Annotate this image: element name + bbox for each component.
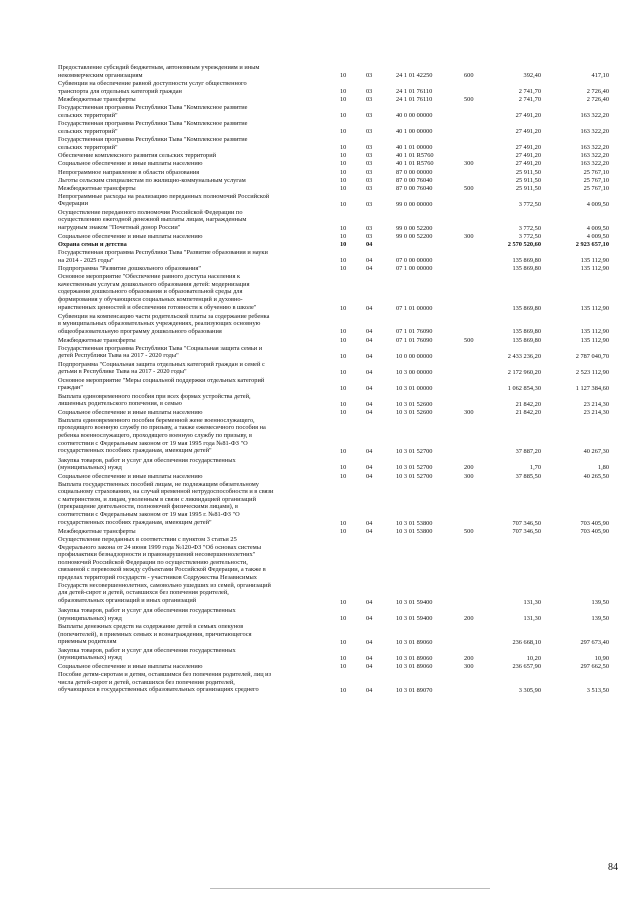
table-row [0, 64, 639, 80]
table-row [0, 663, 639, 671]
expense-type-code: 300 [464, 232, 474, 240]
row-description: Государственная программа Республики Тыва "Комплексное развитие сельских территорий" [58, 120, 248, 135]
target-article-code: 10 3 01 52600 [396, 408, 433, 416]
row-description: Социальное обеспечение и иные выплаты населению [58, 472, 203, 480]
section-code: 10 [340, 176, 347, 184]
amount-year-2: 163 322,20 [580, 143, 609, 151]
target-article-code: 10 3 01 53800 [396, 519, 433, 527]
amount-year-2: 135 112,90 [580, 256, 609, 264]
subsection-code: 03 [366, 224, 373, 232]
amount-year-1: 27 491,20 [515, 160, 541, 168]
amount-year-1: 10,20 [526, 654, 541, 662]
amount-year-1: 3 772,50 [518, 200, 541, 208]
section-code: 10 [340, 240, 347, 248]
amount-year-2: 135 112,90 [580, 328, 609, 336]
section-code: 10 [340, 328, 347, 336]
target-article-code: 10 3 01 52700 [396, 448, 433, 456]
target-article-code: 10 3 01 59400 [396, 598, 433, 606]
row-description: Закупка товаров, работ и услуг для обеспечения государственных (муниципальных) нужд [58, 646, 236, 662]
amount-year-1: 25 911,50 [515, 184, 541, 192]
target-article-code: 24 1 01 42250 [396, 71, 433, 79]
table-row [0, 96, 639, 104]
row-description: Осуществление переданных в соответствии с пунктом 3 статьи 25 Федерального закона от 24 июня 1999 года №120-ФЗ "Об основах системы профилактики безнадзорности и правонарушений несовершеннолетних" полномочий Российской Федерации по осуществлению деятельности, связанной с перевозкой между субъектами Российской Федерации, а также в пределах территорий государств - участников Содружества Независимых Государств несовершеннолетних, самовольно ушедших из семей, организаций для детей-сирот и детей, оставшихся без попечения родителей, образовательных организаций и иных организаций [58, 536, 271, 604]
row-description: Государственная программа Республики Тыва "Развитие образования и науки на 2014 - 2025 годы" [58, 249, 268, 264]
subsection-code: 04 [366, 400, 373, 408]
amount-year-2: 297 662,50 [580, 662, 609, 670]
table-row [0, 273, 639, 312]
row-description: Закупка товаров, работ и услуг для обеспечения государственных (муниципальных) нужд [58, 607, 236, 622]
row-description: Субвенции на компенсацию части родительской платы за содержание ребенка в муниципальных образовательных учреждениях, реализующих основную общеобразовательную программу дошкольного образования [58, 312, 270, 335]
row-description: Выплата единовременного пособия беременной жене военнослужащего, проходящего военную службу по призыву, а также ежемесячного пособия на ребенка военнослужащего, проходящего военную службу по призыву, в соответствии с Федеральным законом от 19 мая 1995 года №81-ФЗ "О государственных пособиях гражданам, имеющим детей" [58, 416, 266, 455]
row-description: Государственная программа Республики Тыва "Комплексное развитие сельских территорий" [58, 104, 248, 119]
subsection-code: 03 [366, 184, 373, 192]
section-code: 10 [340, 686, 347, 694]
amount-year-2: 703 405,90 [580, 528, 609, 535]
section-code: 10 [340, 87, 347, 95]
subsection-code: 04 [366, 448, 373, 456]
expense-type-code: 500 [464, 528, 474, 535]
footer-divider [210, 888, 490, 889]
row-description: Межбюджетные трансферты [58, 528, 136, 535]
table-row [0, 160, 639, 168]
amount-year-1: 21 842,20 [515, 400, 541, 408]
target-article-code: 40 1 01 R5760 [396, 152, 434, 160]
subsection-code: 03 [366, 176, 373, 184]
expense-type-code: 300 [464, 472, 474, 480]
subsection-code: 04 [366, 352, 373, 360]
amount-year-1: 2 741,70 [518, 87, 541, 95]
table-row [0, 647, 639, 663]
amount-year-1: 21 842,20 [515, 408, 541, 416]
subsection-code: 03 [366, 111, 373, 119]
amount-year-2: 135 112,90 [580, 265, 609, 273]
subsection-code: 04 [366, 472, 373, 480]
section-code: 10 [340, 614, 347, 622]
table-row [0, 528, 639, 536]
target-article-code: 99 0 00 52200 [396, 232, 433, 240]
amount-year-1: 3 305,90 [518, 686, 541, 694]
amount-year-1: 25 911,50 [515, 168, 541, 176]
expense-type-code: 300 [464, 408, 474, 416]
row-description: Обеспечение комплексного развития сельских территорий [58, 152, 216, 160]
row-description: Основное мероприятие "Меры социальной поддержки отдельных категорий граждан" [58, 376, 265, 392]
amount-year-2: 25 767,10 [583, 184, 609, 192]
row-description: Предоставление субсидий бюджетным, автономным учреждениям и иным некоммерческим организациям [58, 64, 260, 79]
table-row [0, 177, 639, 185]
amount-year-2: 297 673,40 [580, 638, 609, 646]
subsection-code: 04 [366, 336, 373, 344]
subsection-code: 04 [366, 654, 373, 662]
amount-year-1: 25 911,50 [515, 176, 541, 184]
expense-type-code: 300 [464, 662, 474, 670]
subsection-code: 04 [366, 384, 373, 392]
amount-year-1: 135 869,80 [512, 256, 541, 264]
row-description: Осуществление переданного полномочия Российской Федерации по осуществлению ежегодной денежной выплаты лицам, награжденным нагрудным знаком "Почетный донор России" [58, 208, 247, 232]
amount-year-1: 131,30 [523, 598, 541, 606]
amount-year-2: 2 923 657,10 [575, 240, 609, 248]
section-code: 10 [340, 352, 347, 360]
target-article-code: 10 3 01 52700 [396, 464, 433, 472]
table-row [0, 473, 639, 481]
target-article-code: 40 1 00 00000 [396, 127, 433, 135]
row-description: Социальное обеспечение и иные выплаты населению [58, 662, 203, 670]
target-article-code: 10 3 01 89060 [396, 662, 433, 670]
section-code: 10 [340, 200, 347, 208]
section-code: 10 [340, 472, 347, 480]
subsection-code: 04 [366, 614, 373, 622]
table-row [0, 80, 639, 96]
target-article-code: 10 3 01 89070 [396, 686, 433, 694]
table-row [0, 313, 639, 337]
amount-year-2: 23 214,30 [583, 408, 609, 416]
subsection-code: 04 [366, 638, 373, 646]
amount-year-2: 23 214,30 [583, 400, 609, 408]
amount-year-2: 40 265,50 [583, 472, 609, 480]
target-article-code: 40 1 01 00000 [396, 143, 433, 151]
target-article-code: 07 1 01 00000 [396, 304, 433, 312]
row-description: Выплаты денежных средств на содержание детей в семьях опекунов (попечителей), в приемных семьях и вознаграждения, причитающегося приемным родителям [58, 623, 252, 646]
target-article-code: 07 1 01 76090 [396, 328, 433, 336]
table-row [0, 193, 639, 209]
amount-year-2: 10,90 [594, 654, 609, 662]
section-code: 10 [340, 127, 347, 135]
expense-type-code: 200 [464, 654, 474, 662]
amount-year-1: 236 657,90 [512, 662, 541, 670]
table-row [0, 377, 639, 393]
amount-year-1: 27 491,20 [515, 152, 541, 160]
table-row [0, 337, 639, 345]
amount-year-1: 131,30 [523, 614, 541, 622]
amount-year-1: 392,40 [523, 71, 541, 79]
amount-year-1: 2 741,70 [518, 96, 541, 103]
table-row [0, 536, 639, 607]
section-code: 10 [340, 654, 347, 662]
section-code: 10 [340, 224, 347, 232]
table-row [0, 120, 639, 136]
subsection-code: 04 [366, 408, 373, 416]
section-code: 10 [340, 598, 347, 606]
target-article-code: 10 3 01 89060 [396, 654, 433, 662]
expense-type-code: 500 [464, 336, 474, 344]
section-code: 10 [340, 232, 347, 240]
amount-year-1: 37 885,50 [515, 472, 541, 480]
subsection-code: 03 [366, 200, 373, 208]
target-article-code: 10 3 01 52600 [396, 400, 433, 408]
section-code: 10 [340, 304, 347, 312]
row-description: Непрограммные расходы на реализацию переданных полномочий Российской Федерации [58, 192, 270, 208]
expense-type-code: 500 [464, 96, 474, 103]
amount-year-1: 1 062 854,30 [507, 384, 541, 392]
amount-year-1: 707 346,50 [512, 528, 541, 535]
target-article-code: 24 1 01 76110 [396, 87, 433, 95]
amount-year-1: 135 869,80 [512, 265, 541, 273]
subsection-code: 04 [366, 265, 373, 273]
target-article-code: 07 1 00 00000 [396, 265, 433, 273]
table-row [0, 185, 639, 193]
amount-year-2: 139,50 [591, 614, 609, 622]
subsection-code: 04 [366, 256, 373, 264]
subsection-code: 04 [366, 464, 373, 472]
table-row [0, 361, 639, 377]
target-article-code: 10 3 01 59400 [396, 614, 433, 622]
section-code: 10 [340, 143, 347, 151]
amount-year-1: 135 869,80 [512, 336, 541, 344]
table-row [0, 417, 639, 456]
subsection-code: 04 [366, 528, 373, 535]
amount-year-2: 2 726,40 [586, 87, 609, 95]
row-description: Охрана семьи и детства [58, 240, 127, 248]
section-code: 10 [340, 96, 347, 103]
subsection-code: 04 [366, 304, 373, 312]
section-code: 10 [340, 464, 347, 472]
expense-type-code: 200 [464, 464, 474, 472]
amount-year-1: 3 772,50 [518, 224, 541, 232]
target-article-code: 40 1 01 R5760 [396, 160, 434, 168]
section-code: 10 [340, 168, 347, 176]
subsection-code: 04 [366, 662, 373, 670]
table-row [0, 104, 639, 120]
amount-year-2: 163 322,20 [580, 152, 609, 160]
target-article-code: 99 0 00 00000 [396, 200, 433, 208]
section-code: 10 [340, 184, 347, 192]
table-row [0, 481, 639, 528]
amount-year-2: 40 267,30 [583, 448, 609, 456]
amount-year-2: 139,50 [591, 598, 609, 606]
subsection-code: 04 [366, 368, 373, 376]
row-description: Выплата единовременного пособия при всех формах устройства детей, лишенных родительского попечения, в семью [58, 392, 251, 408]
section-code: 10 [340, 256, 347, 264]
amount-year-2: 25 767,10 [583, 168, 609, 176]
table-row [0, 623, 639, 647]
table-row [0, 169, 639, 177]
table-row [0, 233, 639, 241]
row-description: Льготы сельским специалистам по жилищно-коммунальным услугам [58, 176, 246, 184]
amount-year-2: 1,80 [597, 464, 609, 472]
section-code: 10 [340, 265, 347, 273]
target-article-code: 87 0 00 00000 [396, 168, 433, 176]
expense-type-code: 300 [464, 160, 474, 168]
target-article-code: 10 3 01 52700 [396, 472, 433, 480]
row-description: Непрограммное направление в области образования [58, 168, 200, 176]
amount-year-2: 1 127 384,60 [575, 384, 609, 392]
section-code: 10 [340, 448, 347, 456]
amount-year-1: 135 869,80 [512, 304, 541, 312]
expense-type-code: 200 [464, 614, 474, 622]
row-description: Межбюджетные трансферты [58, 96, 136, 103]
subsection-code: 03 [366, 232, 373, 240]
amount-year-2: 163 322,20 [580, 160, 609, 168]
row-description: Субвенции на обеспечение равной доступности услуг общественного транспорта для отдельных категорий граждан [58, 80, 247, 95]
section-code: 10 [340, 528, 347, 535]
amount-year-2: 25 767,10 [583, 176, 609, 184]
row-description: Межбюджетные трансферты [58, 184, 136, 192]
section-code: 10 [340, 71, 347, 79]
amount-year-1: 2 433 236,20 [507, 352, 541, 360]
subsection-code: 04 [366, 598, 373, 606]
subsection-code: 04 [366, 240, 373, 248]
expense-type-code: 600 [464, 71, 474, 79]
table-row [0, 345, 639, 361]
row-description: Пособие детям-сиротам и детям, оставшимся без попечения родителей, лиц из числа детей-сирот и детей, оставшихся без попечения родителей, обучающихся в государственных образовательных организациях среднего [58, 671, 272, 694]
row-description: Социальное обеспечение и иные выплаты населению [58, 160, 203, 168]
subsection-code: 03 [366, 96, 373, 103]
amount-year-2: 135 112,90 [580, 304, 609, 312]
table-row [0, 409, 639, 417]
row-description: Государственная программа Республики Тыва "Социальная защита семьи и детей Республики Тыва на 2017 - 2020 годы" [58, 344, 263, 360]
amount-year-1: 135 869,80 [512, 328, 541, 336]
section-code: 10 [340, 519, 347, 527]
section-code: 10 [340, 408, 347, 416]
target-article-code: 07 0 00 00000 [396, 256, 433, 264]
amount-year-2: 4 009,50 [586, 200, 609, 208]
amount-year-1: 707 346,50 [512, 519, 541, 527]
table-row [0, 249, 639, 265]
section-code: 10 [340, 662, 347, 670]
amount-year-1: 37 887,20 [515, 448, 541, 456]
row-description: Межбюджетные трансферты [58, 336, 136, 344]
table-row [0, 671, 639, 695]
section-code: 10 [340, 336, 347, 344]
target-article-code: 07 1 01 76090 [396, 336, 433, 344]
target-article-code: 10 3 01 00000 [396, 384, 433, 392]
target-article-code: 10 3 01 53800 [396, 528, 433, 535]
amount-year-2: 3 513,50 [586, 686, 609, 694]
subsection-code: 04 [366, 519, 373, 527]
amount-year-1: 3 772,50 [518, 232, 541, 240]
table-row [0, 393, 639, 409]
section-code: 10 [340, 111, 347, 119]
table-row [0, 607, 639, 623]
row-description: Социальное обеспечение и иные выплаты населению [58, 408, 203, 416]
subsection-code: 03 [366, 160, 373, 168]
target-article-code: 24 1 01 76110 [396, 96, 433, 103]
subsection-code: 03 [366, 143, 373, 151]
target-article-code: 99 0 00 52200 [396, 224, 433, 232]
subsection-code: 03 [366, 71, 373, 79]
table-row [0, 457, 639, 473]
row-description: Закупка товаров, работ и услуг для обеспечения государственных (муниципальных) нужд [58, 456, 236, 472]
page-number: 84 [608, 862, 618, 873]
amount-year-2: 4 009,50 [586, 224, 609, 232]
section-code: 10 [340, 368, 347, 376]
subsection-code: 04 [366, 328, 373, 336]
amount-year-2: 703 405,90 [580, 519, 609, 527]
amount-year-1: 27 491,20 [515, 111, 541, 119]
subsection-code: 03 [366, 127, 373, 135]
section-code: 10 [340, 384, 347, 392]
amount-year-1: 27 491,20 [515, 143, 541, 151]
amount-year-1: 27 491,20 [515, 127, 541, 135]
section-code: 10 [340, 638, 347, 646]
section-code: 10 [340, 400, 347, 408]
row-description: Подпрограмма "Социальная защита отдельных категорий граждан и семей с детьми в Республике Тыва на 2017 - 2020 годы" [58, 360, 265, 376]
row-description: Государственная программа Республики Тыва "Комплексное развитие сельских территорий" [58, 136, 248, 151]
subsection-code: 03 [366, 87, 373, 95]
amount-year-2: 2 787 040,70 [575, 352, 609, 360]
amount-year-2: 163 322,20 [580, 127, 609, 135]
amount-year-1: 236 668,10 [512, 638, 541, 646]
amount-year-1: 1,70 [529, 464, 541, 472]
row-description: Подпрограмма "Развитие дошкольного образования" [58, 265, 201, 273]
target-article-code: 10 3 01 89060 [396, 638, 433, 646]
amount-year-1: 2 172 960,20 [507, 368, 541, 376]
subsection-code: 03 [366, 152, 373, 160]
table-row [0, 241, 639, 249]
table-row [0, 265, 639, 273]
expense-type-code: 500 [464, 184, 474, 192]
target-article-code: 40 0 00 00000 [396, 111, 433, 119]
amount-year-2: 135 112,90 [580, 336, 609, 344]
target-article-code: 87 0 00 76040 [396, 184, 433, 192]
amount-year-2: 4 009,50 [586, 232, 609, 240]
amount-year-1: 2 570 520,60 [507, 240, 541, 248]
subsection-code: 03 [366, 168, 373, 176]
row-description: Социальное обеспечение и иные выплаты населению [58, 232, 203, 240]
table-row [0, 152, 639, 160]
section-code: 10 [340, 152, 347, 160]
target-article-code: 87 0 00 76040 [396, 176, 433, 184]
row-description: Основное мероприятие "Обеспечение равного доступа населения к качественным услугам дошкольного образования детей: модернизация содержания дошкольного образования и образовательной среды для формирования у обучающихся социальных компетенций и духовно- нравственных ценностей и обеспечения готовности к обучению в школе" [58, 273, 257, 311]
amount-year-2: 2 523 112,90 [575, 368, 609, 376]
section-code: 10 [340, 160, 347, 168]
amount-year-2: 163 322,20 [580, 111, 609, 119]
table-row [0, 209, 639, 233]
amount-year-2: 417,10 [591, 71, 609, 79]
table-row [0, 136, 639, 152]
target-article-code: 10 3 00 00000 [396, 368, 433, 376]
target-article-code: 10 0 00 00000 [396, 352, 433, 360]
subsection-code: 04 [366, 686, 373, 694]
row-description: Выплата государственных пособий лицам, не подлежащим обязательному социальному страхованию, на случай временной нетрудоспособности и в связи с материнством, и лицам, уволенным в связи с ликвидацией организаций (прекращение деятельности, полномочий физическими лицами), в соответствии с Федеральным законом от 19 мая 1995 г. №81-ФЗ "О государственных пособиях гражданам, имеющим детей" [58, 480, 274, 526]
amount-year-2: 2 726,40 [586, 96, 609, 103]
